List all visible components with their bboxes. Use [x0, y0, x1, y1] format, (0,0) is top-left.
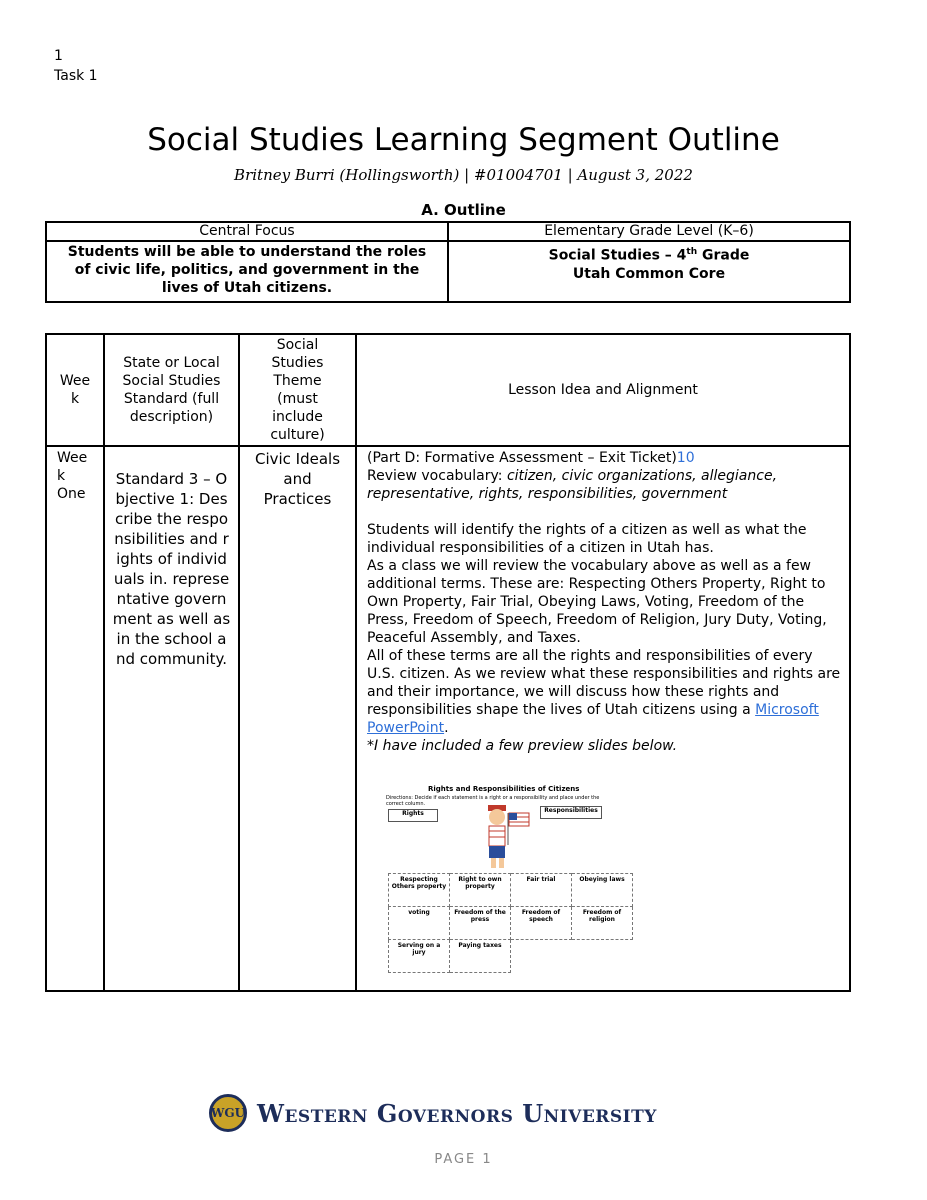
week-text: Wee k One [57, 450, 88, 502]
slide-title: Rights and Responsibilities of Citizens [428, 785, 580, 793]
page-header [54, 46, 98, 86]
vocab-line [367, 467, 841, 503]
theme-header [239, 334, 356, 446]
lesson-table-header-row [46, 334, 850, 446]
focus-table [45, 221, 851, 303]
slide-cell: Obeying laws [572, 874, 633, 907]
lesson-paragraph-1: Students will identify the rights of a citizen as well as what the individual responsibilities of a citizen in Utah has. [367, 522, 807, 556]
slide-cell: voting [389, 907, 450, 940]
part-d-text: (Part D: Formative Assessment – Exit Ticket) [367, 450, 677, 466]
central-focus-header: Central Focus [46, 222, 448, 241]
slide-directions: Directions: Decide if each statement is a right or a responsibility and place under the correct column. [386, 795, 600, 807]
vocab-terms: citizen, civic organizations, allegiance, representative, rights, responsibilities, government [367, 468, 778, 502]
theme-text: Civic Ideals and Practices [254, 450, 341, 508]
powerpoint-link[interactable]: Microsoft PowerPoint [367, 702, 819, 736]
central-focus-text: Students will be able to understand the roles of civic life, politics, and government in the lives of Utah citizens. [67, 244, 427, 296]
slide-cell: Respecting Others property [389, 874, 450, 907]
lesson-paragraph-2: As a class we will review the vocabulary above as well as a few additional terms. These are: Respecting Others Property, Right to Own Property, Fair Trial, Obeying Laws, Voting, Freedom of the Press, Freedom of Speech, Freedom of Religion, Jury Duty, Voting, Peaceful Assembly, and Taxes. [367, 558, 827, 646]
document-subtitle: Britney Burri (Hollingsworth) | #01004701 | August 3, 2022 [234, 166, 693, 184]
slide-cell: Right to own property [450, 874, 511, 907]
grade-level-line1 [449, 243, 849, 265]
standard-header [104, 334, 239, 446]
boy-with-flag-icon [474, 801, 534, 873]
part-d-ref[interactable]: 10 [676, 450, 695, 466]
wgu-seal-icon: WGU [209, 1094, 247, 1132]
standard-text: Standard 3 – Objective 1: Describe the responsibilities and rights of individuals in. representative government as well as in the school and community. [112, 470, 231, 668]
grade-pre: Social Studies – 4 [548, 247, 687, 264]
grade-sup: th [686, 247, 698, 257]
grade-level-line2: Utah Common Core [572, 265, 726, 282]
week-header [46, 334, 104, 446]
slide-empty-cell [572, 940, 633, 973]
slide-cell: Serving on a jury [389, 940, 450, 973]
week-header-text: Wee k [59, 373, 91, 407]
section-heading: A. Outline [421, 201, 506, 219]
theme-header-text: Social Studies Theme (must include culture) [270, 337, 325, 443]
lesson-paragraph-3 [367, 647, 841, 737]
responsibilities-box: Responsibilities [540, 806, 602, 819]
slide-cell: Freedom of speech [511, 907, 572, 940]
wgu-logo-text: Western Governors University [257, 1098, 657, 1128]
part-d-line [367, 449, 841, 467]
rights-box: Rights [388, 809, 438, 822]
preview-note: *I have included a few preview slides below. [367, 738, 678, 754]
slide-cell: Freedom of the press [450, 907, 511, 940]
central-focus-cell [46, 241, 448, 302]
slide-grid [388, 873, 633, 973]
para3-text: All of these terms are all the rights and responsibilities of every U.S. citizen. As we review what these responsibilities and rights are and their importance, we will discuss how these rights and responsibilities shape the lives of Utah citizens using a [367, 648, 841, 718]
theme-cell [239, 446, 356, 991]
week-cell [46, 446, 104, 991]
page-number-footer: PAGE 1 [434, 1152, 493, 1167]
grade-level-header: Elementary Grade Level (K–6) [448, 222, 850, 241]
standard-header-text: State or Local Social Studies Standard (full description) [122, 355, 221, 425]
slide-cell: Paying taxes [450, 940, 511, 973]
vocab-label: Review vocabulary: [367, 468, 507, 484]
grade-level-cell [448, 241, 850, 302]
para3-end: . [444, 720, 449, 736]
preview-slide [362, 777, 642, 967]
slide-cell: Freedom of religion [572, 907, 633, 940]
header-page-number: 1 [54, 48, 63, 64]
document-title: Social Studies Learning Segment Outline [147, 122, 780, 158]
slide-cell: Fair trial [511, 874, 572, 907]
standard-cell [104, 446, 239, 991]
grade-post: Grade [697, 247, 750, 264]
header-task: Task 1 [54, 68, 98, 84]
lesson-header: Lesson Idea and Alignment [356, 334, 850, 446]
slide-empty-cell [511, 940, 572, 973]
wgu-logo [209, 1094, 657, 1132]
